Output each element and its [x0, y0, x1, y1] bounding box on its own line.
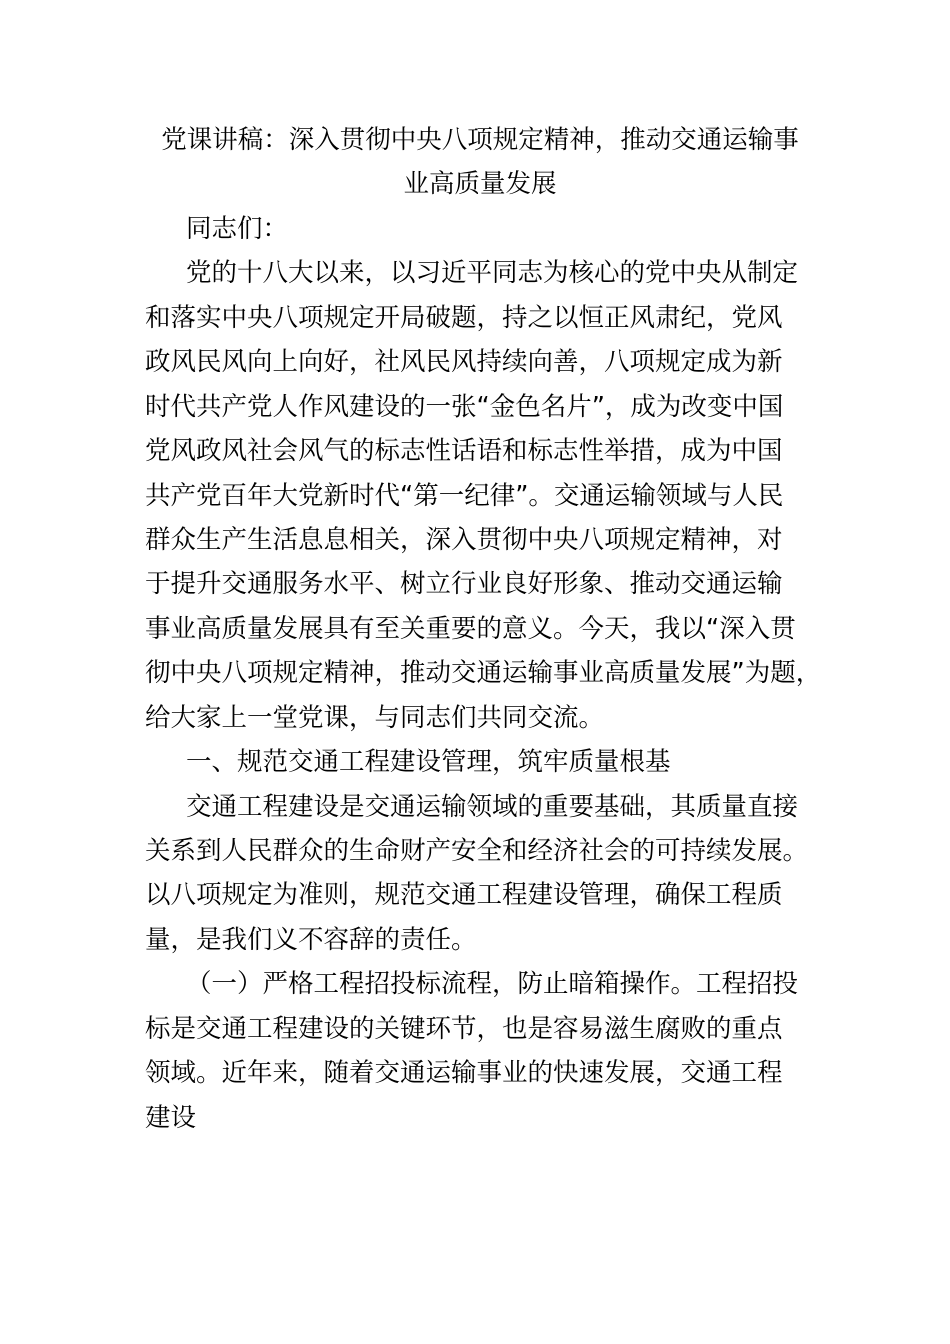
section-heading	[145, 740, 815, 784]
text-line: 以八项规定为准则，规范交通工程建设管理，确保工程质	[145, 880, 783, 911]
text-line: 关系到人民群众的生命财产安全和经济社会的可持续发展。	[145, 836, 809, 866]
document-title-line: 业高质量发展	[403, 169, 557, 200]
text-line: 交通工程建设是交通运输领域的重要基础，其质量直接	[186, 791, 799, 822]
paragraph	[145, 962, 815, 1140]
text-line: 群众生产生活息息相关，深入贯彻中央八项规定精神，对	[145, 524, 783, 555]
text-line: 量，是我们义不容辞的责任。	[145, 924, 477, 955]
text-line: 给大家上一堂党课，与同志们共同交流。	[145, 702, 605, 733]
text-line: 事业高质量发展具有至关重要的意义。今天，我以“深入贯	[145, 613, 796, 644]
text-line: 时代共产党人作风建设的一张“金色名片”，成为改变中国	[145, 391, 784, 422]
text-line: 一、规范交通工程建设管理，筑牢质量根基	[186, 747, 671, 778]
text-line: 领域。近年来，随着交通运输事业的快速发展，交通工程	[145, 1058, 783, 1089]
text-line: 党的十八大以来，以习近平同志为核心的党中央从制定	[186, 258, 799, 289]
text-line: （一）严格工程招投标流程，防止暗箱操作。工程招投	[186, 969, 799, 1000]
text-line: 建设	[145, 1102, 197, 1133]
text-line: 标是交通工程建设的关键环节，也是容易滋生腐败的重点	[145, 1013, 783, 1044]
text-line: 共产党百年大党新时代“第一纪律”。交通运输领域与人民	[145, 480, 784, 511]
text-line: 于提升交通服务水平、树立行业良好形象、推动交通运输	[145, 569, 783, 600]
text-line: 党风政风社会风气的标志性话语和标志性举措，成为中国	[145, 436, 783, 467]
text-line: 彻中央八项规定精神，推动交通运输事业高质量发展”为题，	[145, 658, 822, 689]
document-page	[145, 118, 822, 1140]
document-title-line: 党课讲稿：深入贯彻中央八项规定精神，推动交通运输事	[161, 125, 799, 155]
paragraph	[145, 785, 815, 963]
salutation: 同志们：	[186, 213, 289, 244]
paragraph	[145, 251, 822, 740]
text-line: 和落实中央八项规定开局破题，持之以恒正风肃纪，党风	[145, 302, 783, 333]
document-body	[145, 251, 822, 1140]
text-line: 政风民风向上向好，社风民风持续向善，八项规定成为新	[145, 347, 783, 378]
